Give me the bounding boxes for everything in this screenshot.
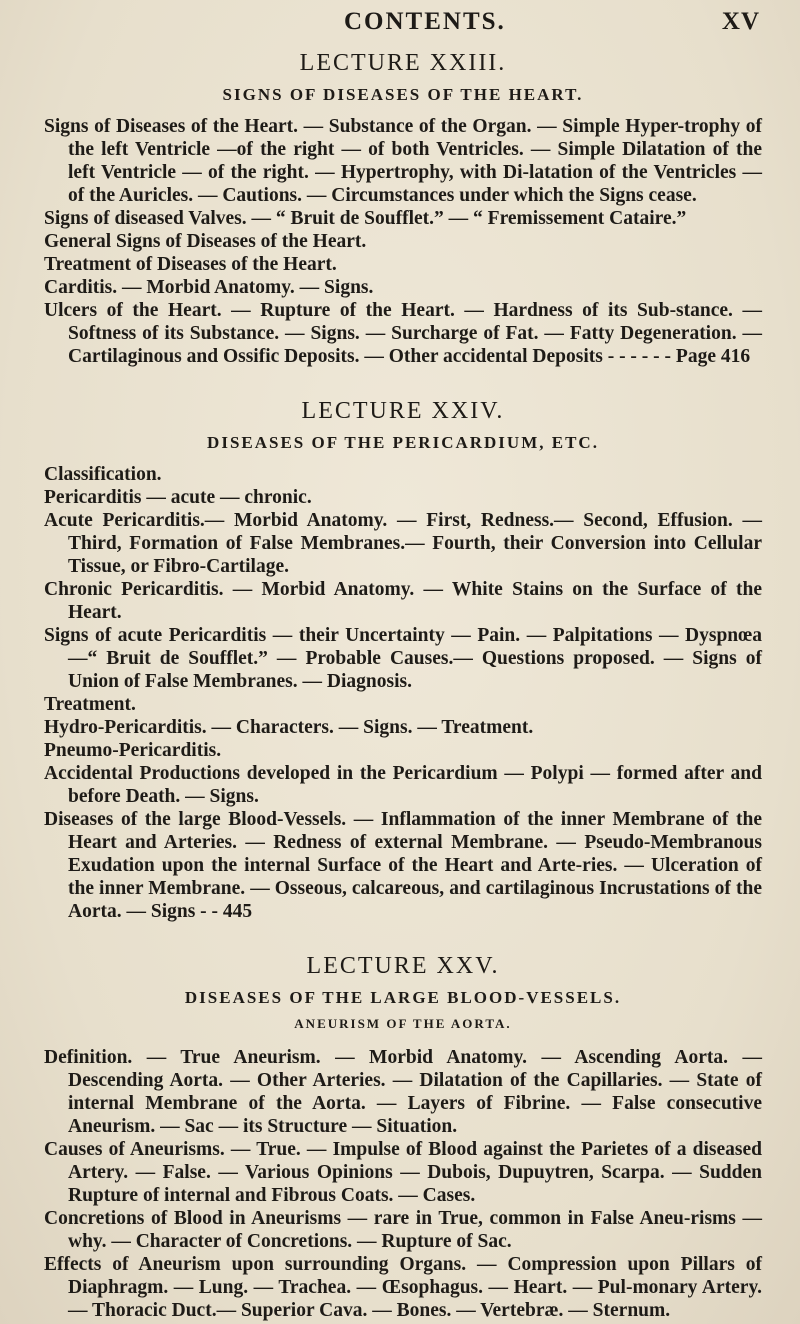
contents-entry: Signs of acute Pericarditis — their Uncertainty — Pain. — Palpitations — Dyspnœa —“ Bruit de Soufflet.” — Probable Causes.— Questions proposed. — Signs of Union of False Membranes. — Diagnosis.: [44, 625, 762, 692]
page-number: XV: [721, 8, 760, 35]
contents-entry: Classification.: [44, 464, 162, 485]
contents-entry: Pericarditis — acute — chronic.: [44, 487, 312, 508]
lecture-subject: DISEASES OF THE PERICARDIUM, ETC.: [207, 433, 599, 452]
contents-entry: Causes of Aneurisms. — True. — Impulse of Blood against the Parietes of a diseased Artery. — False. — Various Opinions — Dubois, Dupuytren, Scarpa. — Sudden Rupture of internal and Fibrous Coats. — Cases.: [44, 1139, 762, 1206]
contents-entry: Definition. — True Aneurism. — Morbid Anatomy. — Ascending Aorta. — Descending Aorta. — Other Arteries. — Dilatation of the Capillaries. — State of internal Membrane of the Aorta. — Layers of Fibrine. — False consecutive Aneurism. — Sac — its Structure — Situation.: [44, 1047, 762, 1137]
contents-entry: Acute Pericarditis.— Morbid Anatomy. — First, Redness.— Second, Effusion. — Third, Formation of False Membranes.— Fourth, their Conversion into Cellular Tissue, or Fibro-Cartilage.: [44, 510, 762, 577]
contents-entry: Signs of Diseases of the Heart. — Substance of the Organ. — Simple Hyper-trophy of the left Ventricle —of the right — of both Ventricles. — Simple Dilatation of the left Ventricle — of the right. — Hypertrophy, with Di-latation of the Ventricles — of the Auricles. — Cautions. — Circumstances under which the Signs cease.: [44, 116, 762, 206]
running-head: [44, 6, 762, 40]
running-head-title: CONTENTS.: [344, 8, 506, 35]
contents-entry: Diseases of the large Blood-Vessels. — Inflammation of the inner Membrane of the Heart and Arteries. — Redness of external Membrane. — Pseudo-Membranous Exudation upon the internal Surface of the Heart and Arte-ries. — Ulceration of the inner Membrane. — Osseous, calcareous, and cartilaginous Incrustations of the Aorta. — Signs - - 445: [44, 809, 762, 922]
lecture-title: LECTURE XXIV.: [301, 398, 505, 424]
contents-entry: Accidental Productions developed in the Pericardium — Polypi — formed after and before Death. — Signs.: [44, 763, 762, 807]
lecture-title: LECTURE XXIII.: [299, 50, 507, 76]
contents-entry: General Signs of Diseases of the Heart.: [44, 231, 367, 252]
contents-entry: Signs of diseased Valves. — “ Bruit de Soufflet.” — “ Fremissement Cataire.”: [44, 208, 687, 229]
contents-entry: Ulcers of the Heart. — Rupture of the Heart. — Hardness of its Sub-stance. — Softness of its Substance. — Signs. — Surcharge of Fat. — Fatty Degeneration. — Cartilaginous and Ossific Deposits. — Other accidental Deposits - - - - - - Page 416: [44, 300, 762, 367]
contents-entry: Pneumo-Pericarditis.: [44, 740, 222, 761]
contents-entry: Effects of Aneurism upon surrounding Organs. — Compression upon Pillars of Diaphragm. — Lung. — Trachea. — Œsophagus. — Heart. — Pul-monary Artery. — Thoracic Duct.— Superior Cava. — Bones. — Vertebræ. — Sternum.: [44, 1254, 762, 1321]
contents-entry: Hydro-Pericarditis. — Characters. — Signs. — Treatment.: [44, 717, 534, 738]
contents-entry: Treatment.: [44, 694, 136, 715]
lecture-subject: DISEASES OF THE LARGE BLOOD-VESSELS.: [184, 988, 622, 1007]
contents-entry: Concretions of Blood in Aneurisms — rare in True, common in False Aneu-risms — why. — Character of Concretions. — Rupture of Sac.: [44, 1208, 762, 1252]
lecture-subject: SIGNS OF DISEASES OF THE HEART.: [222, 85, 584, 104]
lecture-title: LECTURE XXV.: [306, 953, 500, 979]
lecture-subsubject: ANEURISM OF THE AORTA.: [294, 1016, 512, 1031]
contents-entry: Carditis. — Morbid Anatomy. — Signs.: [44, 277, 374, 298]
contents-entry: Chronic Pericarditis. — Morbid Anatomy. — White Stains on the Surface of the Heart.: [44, 579, 762, 623]
contents-entry: Treatment of Diseases of the Heart.: [44, 254, 337, 275]
